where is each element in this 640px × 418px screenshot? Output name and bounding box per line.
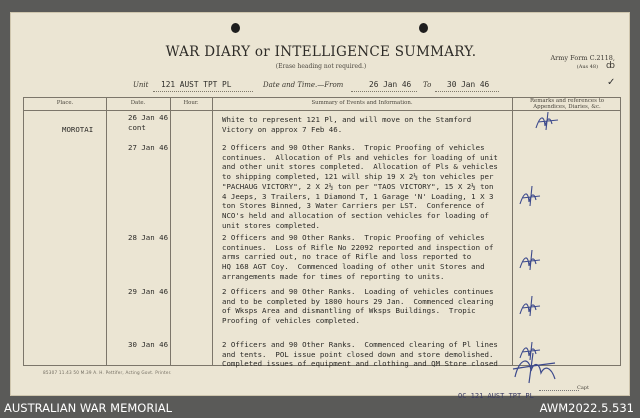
diary-page — [10, 12, 630, 400]
datetime-label: Date and Time.—From — [263, 81, 344, 89]
unit-underline — [153, 91, 253, 92]
officer-signature — [509, 349, 559, 389]
column-divider — [170, 98, 171, 365]
header-summary: Summary of Events and Information. — [311, 100, 413, 106]
place-cell: MOROTAI — [62, 125, 94, 134]
signature-line — [539, 390, 579, 391]
entry-date: 29 Jan 46 — [128, 287, 169, 296]
header-remarks: Remarks and references to Appendices, Diaries, &c. — [529, 98, 605, 110]
unit-value: 121 AUST TPT PL — [161, 80, 232, 89]
to-date: 30 Jan 46 — [447, 80, 490, 89]
punch-hole — [419, 23, 428, 33]
unit-label: Unit — [133, 81, 149, 89]
entry-text: 2 Officers and 90 Other Ranks. Commenced clearing of Pl lines and tents. POL issue point closed down and store demolished. Completed issues of equipment and clothing and QM Store closed — [222, 340, 498, 369]
entry-text: 2 Officers and 90 Other Ranks. Loading of vehicles continues and to be completed by 1800 hours 29 Jan. Commenced clearing of Wksps Area and dismantling of Wksps Buildings. Tropic Proofing of vehicles completed. — [222, 287, 494, 326]
entry-date: 26 Jan 46 cont — [128, 113, 169, 132]
unit-stamp: OC 121 AUST TPT PL — [458, 392, 534, 400]
to-underline — [435, 91, 499, 92]
header-place: Place. — [56, 100, 74, 106]
entry-text: 2 Officers and 90 Other Ranks. Tropic Proofing of vehicles continues. Allocation of Pls and vehicles for loading of unit and other unit stores completed. Allocation of Pls & vehicles to shipping completed, 121 will ship 19 X 2½ ton vehicles per "PACHAUG VICTORY", 2 X 2½ ton per "TAOS VICTORY", 15 X 2½ ton 4 Jeeps, 3 Trailers, 1 Diamond T, 1 Garage 'N' Loading, 1 X 3 ton Stores Binned, 3 Water Carriers per LST. Conference of NCO's held and allocation of section vehicles for loading of unit stores completed. — [222, 143, 498, 230]
header-hour: Hour. — [183, 100, 199, 106]
column-divider — [106, 98, 107, 365]
remarks-initial-signature — [516, 248, 546, 274]
diary-table — [23, 97, 621, 369]
to-label: To — [423, 81, 432, 89]
column-divider — [512, 98, 513, 365]
tick-mark: ✓ — [607, 77, 616, 88]
printer-line: 85307 11.43 50 M.39 A. H. Pettifer, Acting Govt. Printer. — [43, 370, 172, 375]
captain-label: Capt — [577, 385, 590, 391]
remarks-initial-signature — [516, 294, 546, 320]
remarks-initial-signature — [516, 184, 546, 210]
entry-text: 2 Officers and 90 Other Ranks. Tropic Proofing of vehicles continues. Loss of Rifle No 22092 reported and inspection of arms carried out, no trace of Rifle and loss reported to HQ 168 AGT Coy. Commenced loading of other unit Stores and arrangements made for times of reporting to units. — [222, 233, 494, 281]
from-underline — [351, 91, 417, 92]
punch-hole — [231, 23, 240, 33]
archive-caption-right: AWM2022.5.531 — [539, 401, 634, 415]
archive-caption-left: AUSTRALIAN WAR MEMORIAL — [4, 401, 172, 415]
column-divider — [212, 98, 213, 365]
header-rule — [24, 110, 620, 111]
document-subtitle: (Erase heading not required.) — [275, 63, 367, 70]
form-ref-mark: ȸ — [606, 61, 615, 71]
entry-date: 28 Jan 46 — [128, 233, 169, 242]
form-ref-small: (Aus 48) — [576, 64, 599, 70]
document-title: WAR DIARY or INTELLIGENCE SUMMARY. — [165, 44, 477, 60]
form-ref-text: Army Form C.2118, — [550, 54, 615, 62]
entry-date: 27 Jan 46 — [128, 143, 169, 152]
entry-date: 30 Jan 46 — [128, 340, 169, 349]
header-date: Date. — [130, 100, 146, 106]
from-date: 26 Jan 46 — [369, 80, 412, 89]
remarks-initial-signature — [532, 110, 562, 134]
entry-text: White to represent 121 Pl, and will move on the Stamford Victory on approx 7 Feb 46. — [222, 115, 472, 134]
